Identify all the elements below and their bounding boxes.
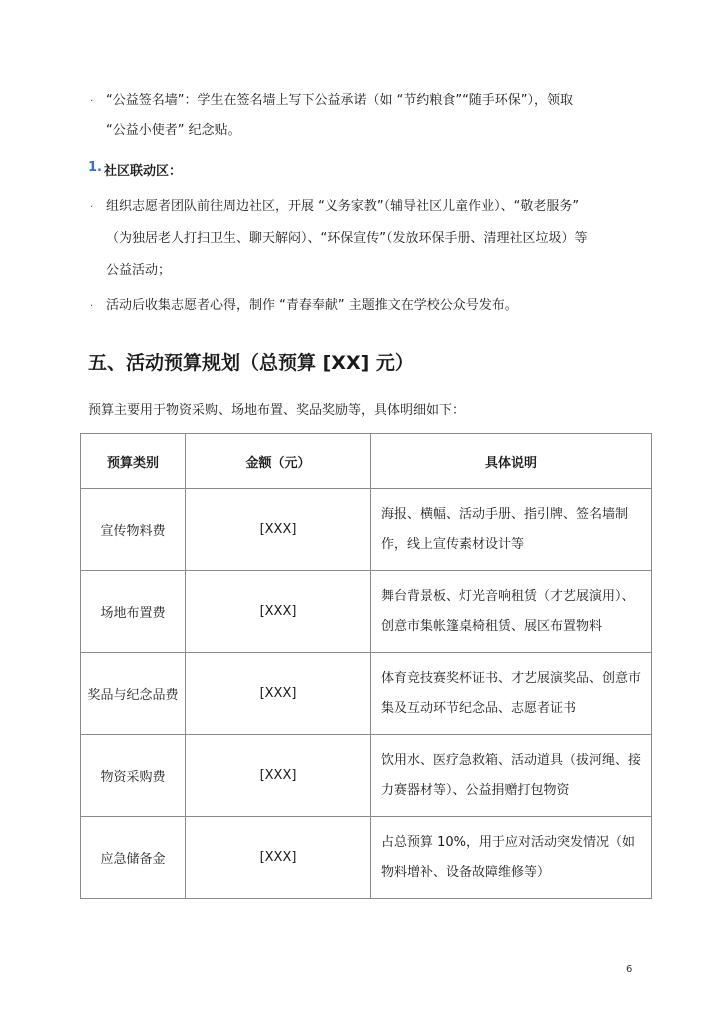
description-cell [371, 489, 652, 571]
bullet-text-line: “公益签名墙”：学生在签名墙上写下公益承诺（如 “节约粮食”“随手环保”），领取 [106, 93, 574, 108]
bullet-marker: · [90, 96, 94, 107]
description-cell [371, 653, 652, 735]
table-header-cell: 具体说明 [371, 434, 652, 489]
amount-cell: [XXX] [186, 817, 371, 899]
category-cell: 奖品与纪念品费 [81, 653, 186, 735]
description-line: 海报、横幅、活动手册、指引牌、签名墙制 [381, 506, 629, 522]
intro-paragraph: 预算主要用于物资采购、场地布置、奖品奖励等，具体明细如下： [88, 403, 466, 418]
bullet-text-line: 活动后收集志愿者心得，制作 “青春奉献” 主题推文在学校公众号发布。 [106, 298, 518, 313]
table-row [81, 489, 652, 571]
table-header-cell: 预算类别 [81, 434, 186, 489]
section-heading: 五、活动预算规划（总预算 [XX] 元） [88, 352, 414, 374]
bullet-text-line: 组织志愿者团队前往周边社区，开展 “义务家教”（辅导社区儿童作业）、“敬老服务” [106, 199, 580, 214]
bullet-text-line: 公益活动； [106, 263, 172, 278]
bullet-text-line: “公益小使者” 纪念贴。 [106, 123, 241, 138]
description-line: 舞台背景板、灯光音响租赁（才艺展演用）、 [381, 588, 635, 604]
description-line: 体育竞技赛奖杯证书、才艺展演奖品、创意市 [381, 670, 642, 686]
description-line: 力赛器材等）、公益捐赠打包物资 [381, 782, 570, 798]
bullet-text-line: （为独居老人打扫卫生、聊天解闷）、“环保宣传”（发放环保手册、清理社区垃圾）等 [106, 231, 588, 246]
table-row [81, 653, 652, 735]
description-line: 集及互动环节纪念品、志愿者证书 [381, 700, 577, 716]
category-cell: 宣传物料费 [81, 489, 186, 571]
description-line: 饮用水、医疗急救箱、活动道具（拔河绳、接 [381, 752, 642, 768]
table-header-row [81, 434, 652, 489]
bullet-marker: · [90, 202, 94, 213]
description-cell [371, 571, 652, 653]
category-cell: 应急储备金 [81, 817, 186, 899]
table-row [81, 735, 652, 817]
table-row [81, 817, 652, 899]
description-line: 创意市集帐篷桌椅租赁、展区布置物料 [381, 618, 603, 634]
list-number: 1. [88, 160, 102, 175]
amount-cell: [XXX] [186, 735, 371, 817]
description-line: 物料增补、设备故障维修等） [381, 864, 551, 880]
category-cell: 场地布置费 [81, 571, 186, 653]
table-header-cell: 金额（元） [186, 434, 371, 489]
amount-cell: [XXX] [186, 489, 371, 571]
description-cell [371, 817, 652, 899]
section-title: 社区联动区： [104, 164, 183, 179]
table-row [81, 571, 652, 653]
bullet-marker: · [90, 301, 94, 312]
budget-table [80, 433, 652, 899]
description-line: 占总预算 10%，用于应对活动突发情况（如 [381, 834, 636, 850]
description-cell [371, 735, 652, 817]
description-line: 作，线上宣传素材设计等 [381, 536, 525, 552]
category-cell: 物资采购费 [81, 735, 186, 817]
amount-cell: [XXX] [186, 571, 371, 653]
amount-cell: [XXX] [186, 653, 371, 735]
page-number: 6 [626, 964, 633, 975]
